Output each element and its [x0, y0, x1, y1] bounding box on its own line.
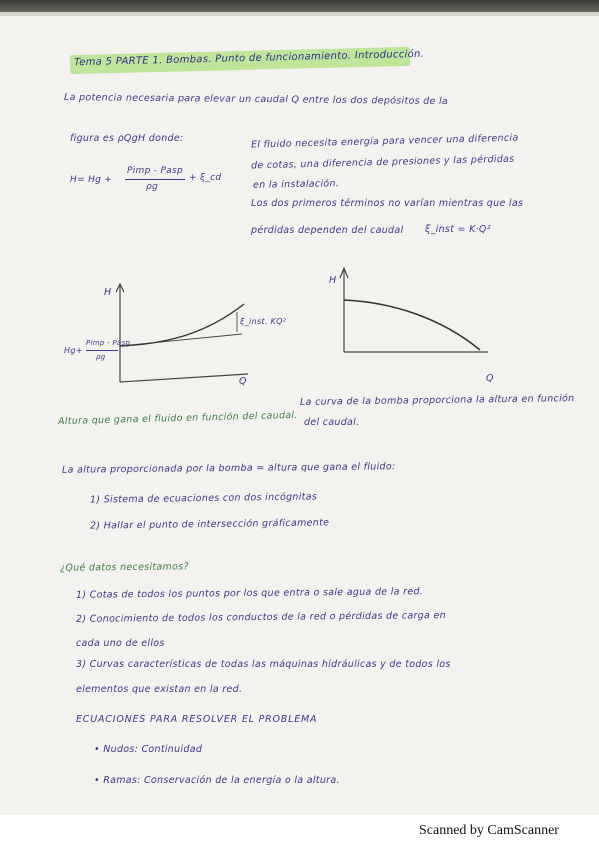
- section2-item-1: 1) Sistema de ecuaciones con dos incógnitas: [89, 491, 318, 506]
- note-line-4: Los dos primeros términos no varían mientras que las: [251, 198, 524, 209]
- left-graph-baseline-den: ρg: [96, 353, 106, 361]
- right-graph-y-label: H: [329, 275, 337, 286]
- note-line-3: en la instalación.: [252, 178, 340, 191]
- left-graph-x-label: Q: [239, 376, 247, 387]
- left-graph-baseline-bar: [86, 350, 118, 351]
- right-graph-x-label: Q: [486, 373, 494, 384]
- left-graph-baseline-label: Hg+: [64, 346, 83, 355]
- scanner-watermark: Scanned by CamScanner: [419, 823, 559, 838]
- section2-intro: La altura proporcionada por la bomba = altura que gana el fluido:: [61, 461, 396, 476]
- formula-fraction-bar: [125, 179, 185, 180]
- note-line-5: pérdidas dependen del caudal: [251, 225, 404, 236]
- left-graph-curve-label: ξ_inst. KQ²: [240, 317, 287, 326]
- paragraph-line-2: figura es ρQgH donde:: [70, 133, 184, 144]
- section3-item-3-line-1: 3) Curvas características de todas las máquinas hidráulicas y de todos los: [76, 659, 451, 670]
- right-graph-caption-1: La curva de la bomba proporciona la altura en función: [299, 393, 575, 408]
- left-graph-baseline-num: Pimp - Pasp: [86, 339, 131, 347]
- formula-numerator: Pimp - Pasp: [127, 166, 184, 176]
- page-title: Tema 5 PARTE 1. Bombas. Punto de funcionamiento. Introducción.: [73, 48, 425, 69]
- section3-item-2-line-2: cada uno de ellos: [76, 638, 165, 649]
- equations-bullet-1: • Nudos: Continuidad: [94, 744, 203, 755]
- section3-question: ¿Qué datos necesitamos?: [59, 561, 189, 574]
- section3-item-1: 1) Cotas de todos los puntos por los que entra o sale agua de la red.: [75, 586, 424, 601]
- note-line-1: El fluido necesita energía para vencer una diferencia: [250, 132, 519, 151]
- pump-curve: [344, 300, 480, 350]
- x-axis: [120, 374, 248, 382]
- scan-edge-shadow: [0, 12, 599, 16]
- formula-tail: + ξ_cd: [189, 173, 222, 183]
- formula-lhs: H= Hg +: [70, 175, 113, 185]
- note-formula: ξ_inst = K·Q²: [425, 224, 491, 235]
- equations-bullet-2: • Ramas: Conservación de la energía o la altura.: [94, 775, 340, 786]
- right-graph-caption-2: del caudal.: [304, 417, 360, 428]
- section2-item-2: 2) Hallar el punto de intersección gráficamente: [89, 517, 330, 532]
- section3-item-3-line-2: elementos que existan en la red.: [76, 684, 243, 695]
- formula-denominator: ρg: [146, 182, 159, 192]
- section3-item-2-line-1: 2) Conocimiento de todos los conductos de la red o pérdidas de carga en: [75, 610, 446, 625]
- left-graph-y-label: H: [104, 287, 112, 298]
- left-graph-caption: Altura que gana el fluido en función del caudal.: [57, 409, 298, 428]
- pump-curve-graph: [330, 262, 500, 374]
- scan-edge: [0, 0, 599, 12]
- paragraph-line-1: La potencia necesaria para elevar un caudal Q entre los dos depósitos de la: [63, 91, 449, 108]
- note-line-2: de cotas, una diferencia de presiones y las pérdidas: [250, 153, 515, 172]
- equations-heading: ECUACIONES PARA RESOLVER EL PROBLEMA: [76, 714, 318, 725]
